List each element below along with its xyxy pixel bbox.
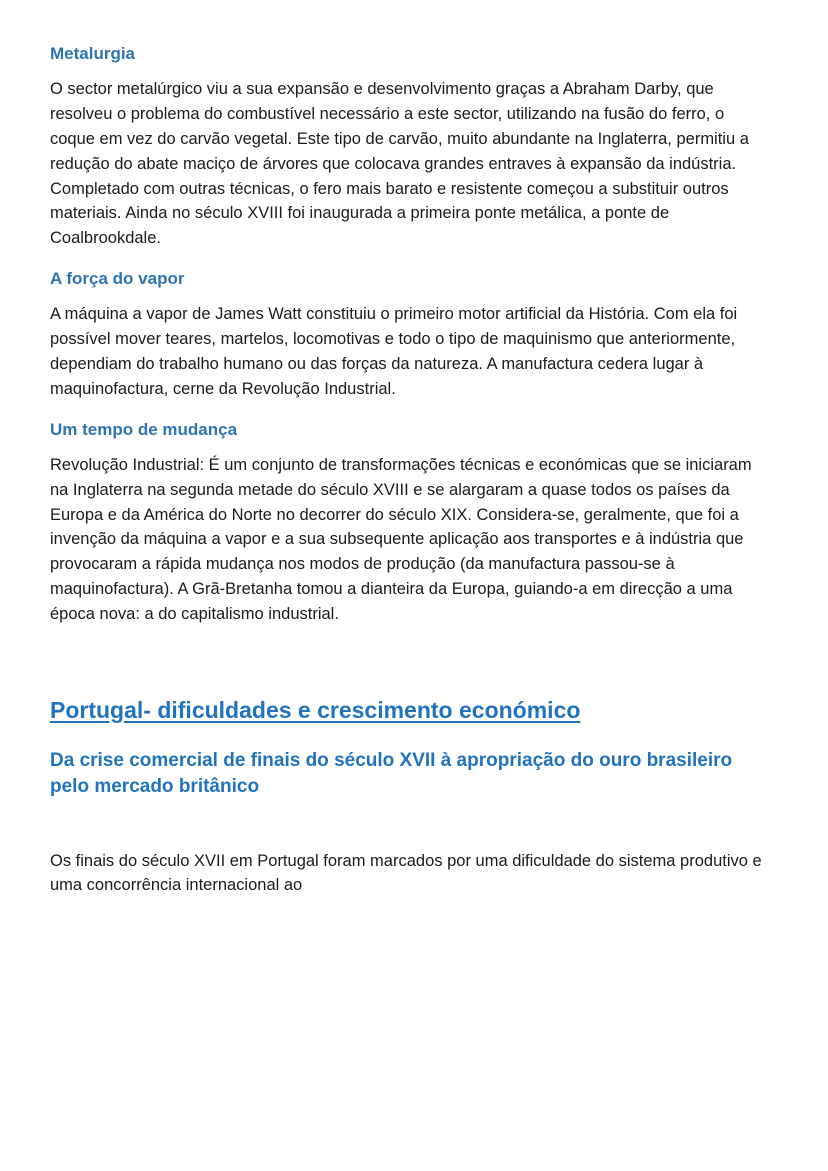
paragraph-forca-do-vapor: A máquina a vapor de James Watt constituiu o primeiro motor artificial da História. Com ela foi possível mover teares, martelos, locomotivas e todo o tipo de maquinismo que anteriormente, dependiam do trabalho humano ou das forças da natureza. A manufactura cedera lugar à maquinofactura, cerne da Revolução Industrial. xyxy=(50,305,738,398)
paragraph-um-tempo-de-mudanca: Revolução Industrial: É um conjunto de transformações técnicas e económicas que se iniciaram na Inglaterra na segunda metade do século XVIII e se alargaram a quase todos os países da Europa e da América do Norte no decorrer do século XIX. Considera-se, geralmente, que foi a invenção da máquina a vapor e a sua subsequente aplicação aos transportes e à indústria que provocaram a rápida mudança nos modos de produção (da manufactura passou-se à maquinofactura). A Grã-Bretanha tomou a dianteira da Europa, guiando-a em direcção a uma época nova: a do capitalismo industrial. xyxy=(50,455,752,623)
chapter-subtitle-crise-comercial: Da crise comercial de finais do século XVII à apropriação do ouro brasileiro pelo mercado britânico xyxy=(50,750,733,798)
section-heading-metalurgia: Metalurgia xyxy=(50,44,136,63)
paragraph-chapter-intro: Os finais do século XVII em Portugal foram marcados por uma dificuldade do sistema produtivo e uma concorrência internacional ao xyxy=(50,851,762,895)
section-heading-forca-do-vapor: A força do vapor xyxy=(50,268,185,288)
chapter-title-portugal: Portugal- dificuldades e crescimento económico xyxy=(50,696,581,723)
section-heading-um-tempo-de-mudanca: Um tempo de mudança xyxy=(50,419,238,439)
paragraph-metalurgia: O sector metalúrgico viu a sua expansão e desenvolvimento graças a Abraham Darby, que resolveu o problema do combustível necessário a este sector, utilizando na fusão do ferro, o coque em vez do carvão vegetal. Este tipo de carvão, muito abundante na Inglaterra, permitiu a redução do abate maciço de árvores que colocava grandes entraves à expansão da indústria. Completado com outras técnicas, o fero mais barato e resistente começou a substituir outros materiais. Ainda no século XVIII foi inaugurada a primeira ponte metálica, a ponte de Coalbrookdale. xyxy=(50,80,749,248)
